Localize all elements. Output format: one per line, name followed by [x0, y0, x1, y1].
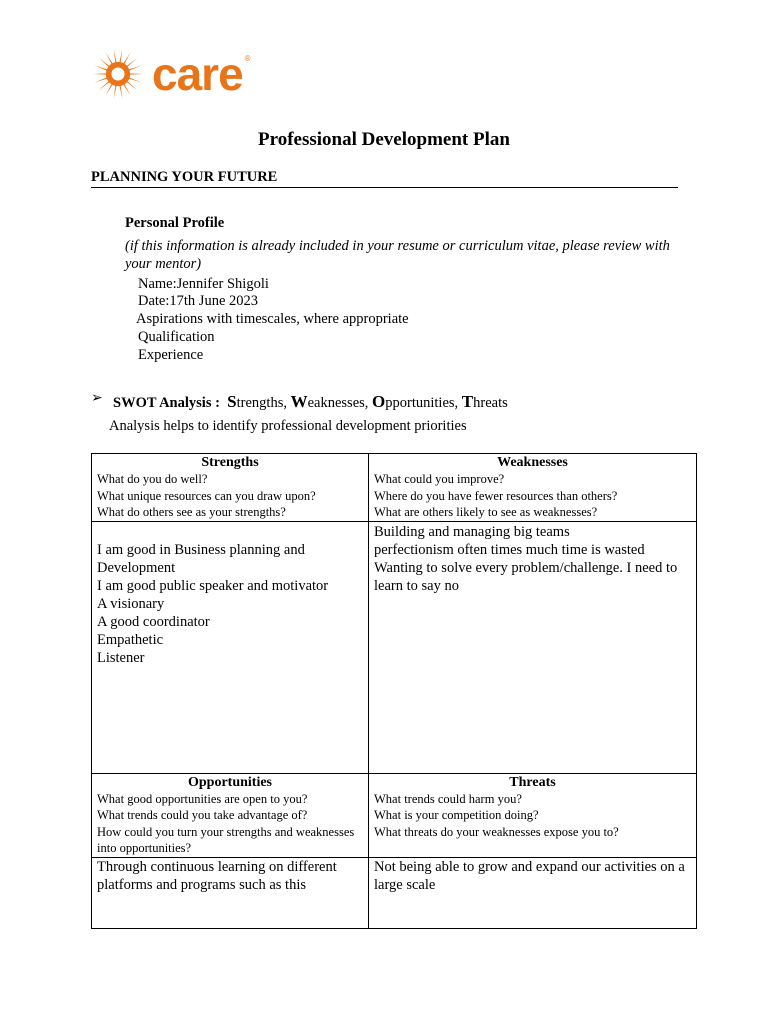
swot-word-rest: trengths, [236, 395, 291, 411]
answer-line: I am good in Business planning and Development [97, 541, 305, 576]
answer-line: Through continuous learning on different platforms and programs such as this [97, 858, 337, 893]
weaknesses-heading: Weaknesses [497, 455, 568, 470]
profile-qualification: Qualification [138, 329, 215, 345]
question-line: How could you turn your strengths and weaknesses into opportunities? [97, 824, 355, 855]
strengths-question-cell [92, 454, 369, 522]
question-line: What could you improve? [374, 472, 505, 486]
care-logo [90, 44, 251, 104]
answer-line: Empathetic [97, 631, 164, 648]
arrow-bullet-icon: ➢ [91, 390, 103, 406]
swot-initial: W [290, 392, 308, 411]
strengths-answer-cell [92, 521, 369, 773]
profile-name: Name:Jennifer Shigoli [138, 276, 269, 292]
answer-line: A good coordinator [97, 613, 210, 630]
question-line: What good opportunities are open to you? [97, 791, 308, 806]
profile-date: Date:17th June 2023 [138, 293, 259, 309]
answer-line: Listener [97, 649, 145, 666]
question-line: What trends could you take advantage of? [97, 808, 308, 822]
opportunities-heading: Opportunities [187, 774, 272, 790]
table-row [92, 857, 697, 928]
swot-table [91, 453, 697, 929]
opportunities-answer-cell [92, 857, 369, 928]
swot-title [227, 392, 508, 411]
question-line: Where do you have fewer resources than others? [374, 488, 618, 503]
question-line: What are others likely to see as weaknesses? [374, 505, 598, 519]
registered-mark: ® [244, 53, 251, 63]
table-row [92, 521, 697, 773]
question-line: What threats do your weaknesses expose you to? [374, 824, 619, 839]
answer-line: I am good public speaker and motivator [97, 577, 329, 594]
question-line: What is your competition doing? [374, 808, 539, 822]
profile-experience: Experience [138, 347, 204, 363]
threats-answer-cell [369, 857, 697, 928]
question-line: What do others see as your strengths? [97, 505, 286, 519]
table-row [92, 773, 697, 857]
answer-line: Not being able to grow and expand our activities on a large scale [374, 858, 685, 893]
swot-word-rest: eaknesses, [307, 395, 373, 411]
page-title: Professional Development Plan [258, 129, 510, 150]
weaknesses-question-cell [369, 454, 697, 522]
profile-aspirations: Aspirations with timescales, where appropriate [136, 311, 409, 327]
care-starburst-icon [90, 46, 146, 102]
weaknesses-answer-cell [369, 521, 697, 773]
answer-line: perfectionism often times much time is wasted [374, 541, 645, 558]
swot-word-rest: hreats [473, 395, 508, 411]
answer-line: Building and managing big teams [374, 523, 570, 540]
profile-note: (if this information is already included in your resume or curriculum vitae, please review with your mentor) [125, 238, 670, 272]
heading-divider [91, 187, 678, 188]
section-heading: PLANNING YOUR FUTURE [91, 169, 278, 185]
care-logo-text: care [152, 48, 243, 100]
swot-heading [113, 392, 508, 412]
strengths-heading: Strengths [201, 455, 259, 470]
table-row [92, 454, 697, 522]
swot-initial: T [461, 392, 474, 411]
swot-initial: O [372, 392, 386, 411]
swot-word-rest: pportunities, [385, 395, 462, 411]
answer-line: A visionary [97, 595, 165, 612]
threats-heading: Threats [509, 774, 556, 790]
question-line: What unique resources can you draw upon? [97, 488, 316, 503]
threats-question-cell [369, 773, 697, 857]
profile-heading: Personal Profile [125, 215, 225, 231]
answer-line: Wanting to solve every problem/challenge. I need to learn to say no [374, 559, 678, 594]
swot-label: SWOT Analysis : [113, 395, 220, 411]
swot-subtitle: Analysis helps to identify professional development priorities [109, 418, 467, 434]
question-line: What do you do well? [97, 472, 208, 486]
swot-initial: S [227, 392, 237, 411]
opportunities-question-cell [92, 773, 369, 857]
question-line: What trends could harm you? [374, 791, 522, 806]
